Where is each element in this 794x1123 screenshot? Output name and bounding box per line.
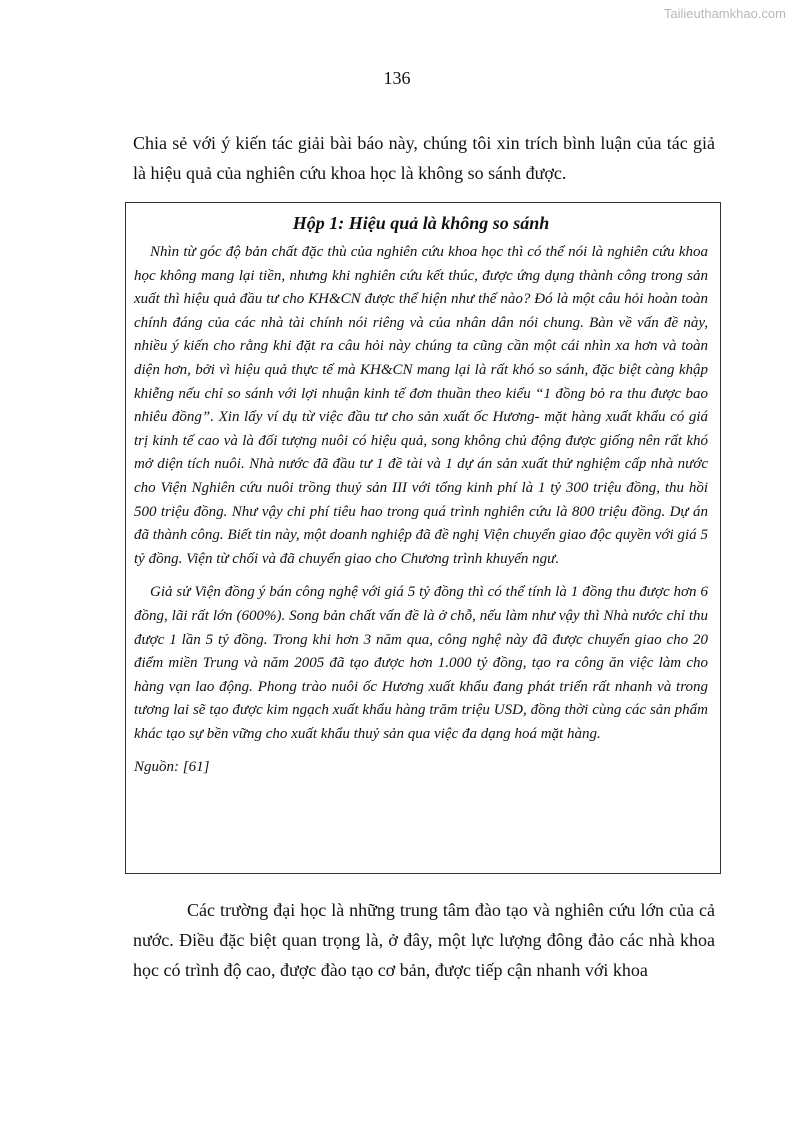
- box-paragraph-1: Nhìn từ góc độ bản chất đặc thù của nghiên cứu khoa học thì có thể nói là nghiên cứu khoa học không mang lại tiền, nhưng khi nghiên cứu kết thúc, được ứng dụng thành công trong sản xuất thì hiệu quả đầu tư cho KH&CN được thể hiện như thế nào? Đó là một câu hỏi hoàn toàn chính đáng của các nhà tài chính nói riêng và của nhân dân nói chung. Bàn về vấn đề này, nhiều ý kiến cho rằng khi đặt ra câu hỏi này chúng ta cũng cần một cái nhìn xa hơn và toàn diện hơn, bởi vì hiệu quả thực tế mà KH&CN mang lại là rất khó so sánh, đặc biệt càng khập khiễng nếu chỉ so sánh với lợi nhuận kinh tế đơn thuần theo kiểu “1 đồng bỏ ra thu được bao nhiêu đồng”. Xin lấy ví dụ từ việc đầu tư cho sản xuất ốc Hương- mặt hàng xuất khẩu có giá trị kinh tế cao và là đối tượng nuôi có hiệu quả, song không chủ động được giống nên rất khó mở diện tích nuôi. Nhà nước đã đầu tư 1 đề tài và 1 dự án sản xuất thử nghiệm cấp nhà nước cho Viện Nghiên cứu nuôi trồng thuỷ sản III với tổng kinh phí là 1 tỷ 300 triệu đồng, thu hồi 500 triệu đồng. Như vậy chi phí tiêu hao trong quá trình nghiên cứu là 800 triệu đồng. Dự án đã thành công. Biết tin này, một doanh nghiệp đã đề nghị Viện chuyển giao độc quyền với giá 5 tỷ đồng. Viện từ chối và đã chuyển giao cho Chương trình khuyến ngư.: [134, 244, 708, 567]
- box-title: Hộp 1: Hiệu quả là không so sánh: [292, 213, 550, 233]
- intro-paragraph: Chia sẻ với ý kiến tác giải bài báo này, chúng tôi xin trích bình luận của tác giả là hiệu quả của nghiên cứu khoa học là không so sánh được.: [133, 133, 715, 183]
- box-source: Nguồn: [61]: [134, 759, 210, 776]
- closing-paragraph: Các trường đại học là những trung tâm đào tạo và nghiên cứu lớn của cả nước. Điều đặc biệt quan trọng là, ở đây, một lực lượng đông đảo các nhà khoa học có trình độ cao, được đào tạo cơ bản, được tiếp cận nhanh với khoa: [133, 900, 715, 980]
- watermark: Tailieuthamkhao.com: [663, 6, 786, 21]
- quote-box: [125, 202, 721, 874]
- page-number: 136: [383, 68, 411, 88]
- box-paragraph-2: Giả sử Viện đồng ý bán công nghệ với giá 5 tỷ đồng thì có thể tính là 1 đồng thu được hơn 6 đồng, lãi rất lớn (600%). Song bản chất vấn đề là ở chỗ, nếu làm như vậy thì Nhà nước chỉ thu được 1 lần 5 tỷ đồng. Trong khi hơn 3 năm qua, công nghệ này đã được chuyển giao cho 20 điểm miền Trung và năm 2005 đã tạo được hơn 1.000 tỷ đồng, tạo ra công ăn việc làm cho hàng vạn lao động. Phong trào nuôi ốc Hương xuất khẩu đang phát triển rất nhanh và trong tương lai sẽ tạo được kim ngạch xuất khẩu hàng trăm triệu USD, đồng thời cùng các sản phẩm khác tạo sự bền vững cho xuất khẩu thuỷ sản qua việc đa dạng hoá mặt hàng.: [134, 584, 708, 742]
